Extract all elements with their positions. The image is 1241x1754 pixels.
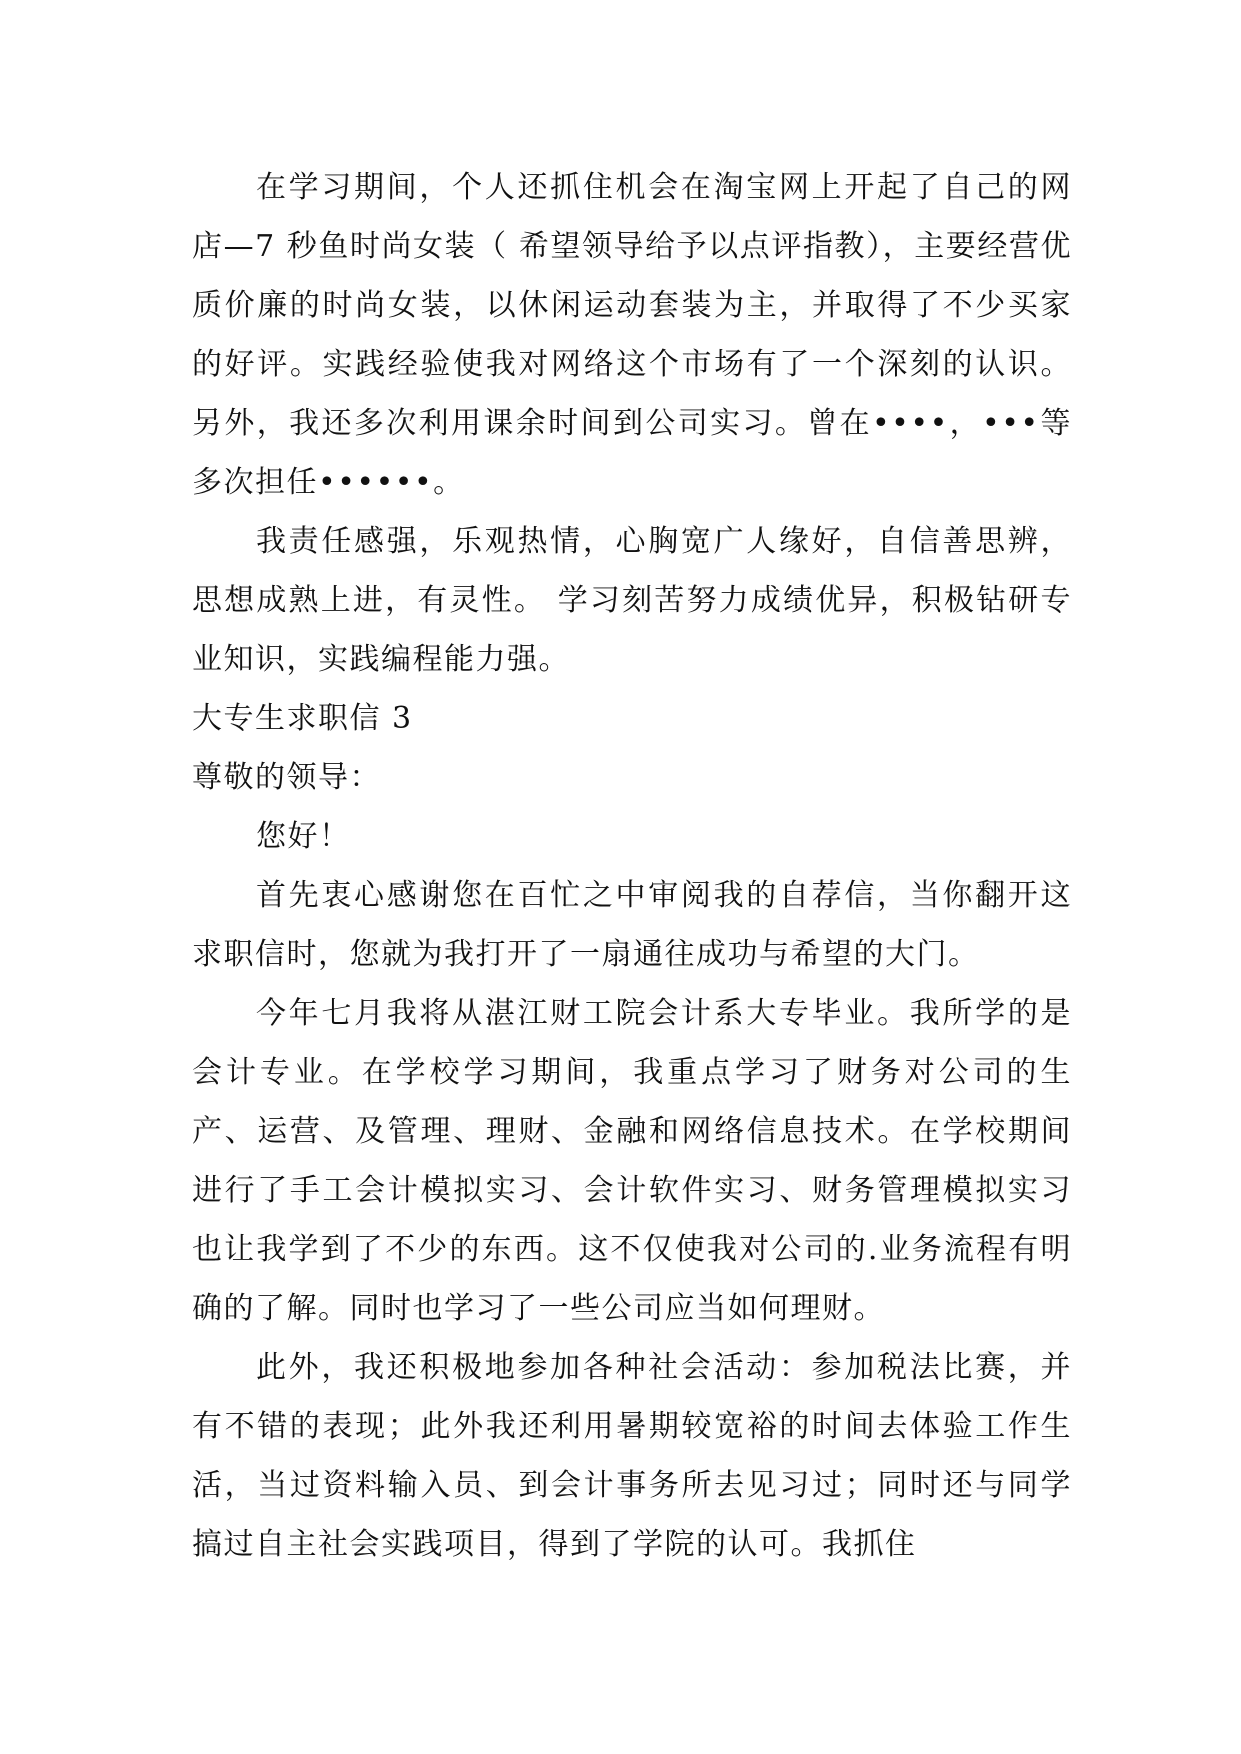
paragraph-thanks: 首先衷心感谢您在百忙之中审阅我的自荐信，当你翻开这求职信时，您就为我打开了一扇通往成功与希望的大门。 — [192, 878, 1072, 972]
paragraph-activities: 此外，我还积极地参加各种社会活动：参加税法比赛，并有不错的表现；此外我还利用暑期较宽裕的时间去体验工作生活，当过资料输入员、到会计事务所去见习过；同时还与同学搞过自主社会实践项目，得到了学院的认可。我抓住 — [192, 1350, 1072, 1562]
greeting: 您好！ — [256, 819, 351, 854]
salutation: 尊敬的领导： — [192, 760, 381, 795]
paragraph-education: 今年七月我将从湛江财工院会计系大专毕业。我所学的是会计专业。在学校学习期间，我重点学习了财务对公司的生产、运营、及管理、理财、金融和网络信息技术。在学校期间进行了手工会计模拟实习、会计软件实习、财务管理模拟实习也让我学到了不少的东西。这不仅使我对公司的.业务流程有明确的了解。同时也学习了一些公司应当如何理财。 — [192, 996, 1072, 1326]
letter-title: 大专生求职信 3 — [192, 701, 413, 736]
paragraph-online-shop: 在学习期间，个人还抓住机会在淘宝网上开起了自己的网店—7 秒鱼时尚女装（ 希望领导给予以点评指教），主要经营优质价廉的时尚女装，以休闲运动套装为主，并取得了不少买家的好评。实践经验使我对网络这个市场有了一个深刻的认识。另外，我还多次利用课余时间到公司实习。曾在••••，•••等多次担任••••••。 — [192, 170, 1072, 500]
paragraph-personality: 我责任感强，乐观热情，心胸宽广人缘好，自信善思辨，思想成熟上进，有灵性。 学习刻苦努力成绩优异，积极钻研专业知识，实践编程能力强。 — [192, 524, 1072, 677]
document-body — [192, 158, 1072, 1574]
